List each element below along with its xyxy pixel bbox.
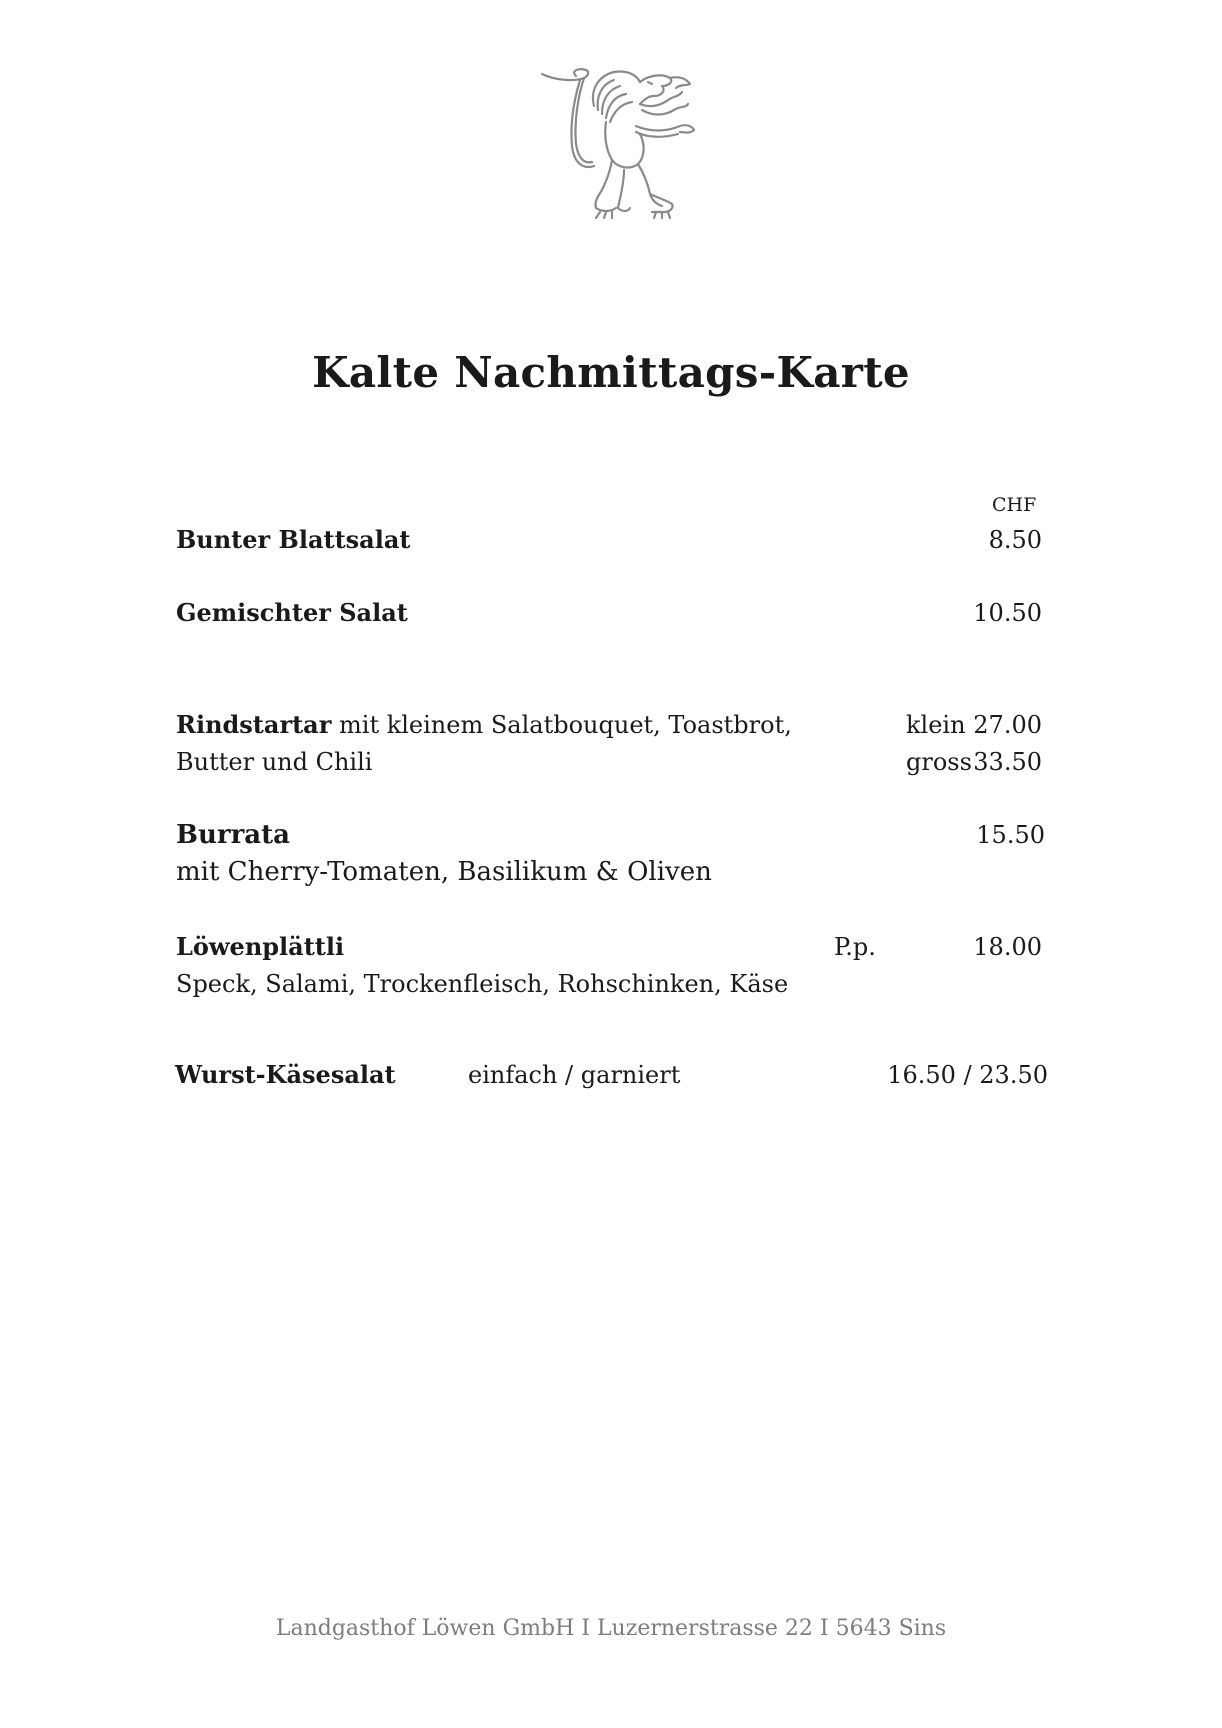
menu-item-line: [176, 710, 792, 740]
variant-label: einfach / garniert: [468, 1061, 681, 1089]
menu-item-name: Wurst-Käsesalat: [175, 1060, 396, 1089]
menu-item-price: 33.50: [973, 748, 1042, 776]
menu-item-name: Rindstartar: [176, 710, 332, 739]
menu-item-price: 8.50: [988, 526, 1042, 554]
lion-rampant-icon: [540, 66, 720, 222]
menu-item-name: Löwenplättli: [176, 932, 345, 961]
size-label: gross: [906, 748, 972, 776]
unit-label: P.p.: [834, 933, 876, 961]
menu-item-price: 16.50 / 23.50: [887, 1061, 1048, 1089]
menu-item-name: Bunter Blattsalat: [176, 525, 411, 554]
size-label: klein: [906, 711, 966, 739]
menu-item-price: 18.00: [973, 933, 1042, 961]
menu-item-price: 15.50: [976, 821, 1045, 849]
menu-item-name: Burrata: [176, 820, 290, 850]
menu-item-price: 27.00: [973, 711, 1042, 739]
currency-label: CHF: [992, 494, 1037, 516]
menu-item-description: Butter und Chili: [176, 748, 373, 776]
menu-item-name: Gemischter Salat: [176, 598, 408, 627]
footer-address: Landgasthof Löwen GmbH I Luzernerstrasse 22 I 5643 Sins: [275, 1616, 947, 1641]
menu-item-description: mit Cherry-Tomaten, Basilikum & Oliven: [176, 857, 712, 887]
menu-item-description: mit kleinem Salatbouquet, Toastbrot,: [331, 711, 792, 739]
menu-item-price: 10.50: [973, 599, 1042, 627]
page-title: Kalte Nachmittags-Karte: [312, 348, 910, 397]
menu-item-description: Speck, Salami, Trockenfleisch, Rohschinken, Käse: [176, 970, 789, 998]
